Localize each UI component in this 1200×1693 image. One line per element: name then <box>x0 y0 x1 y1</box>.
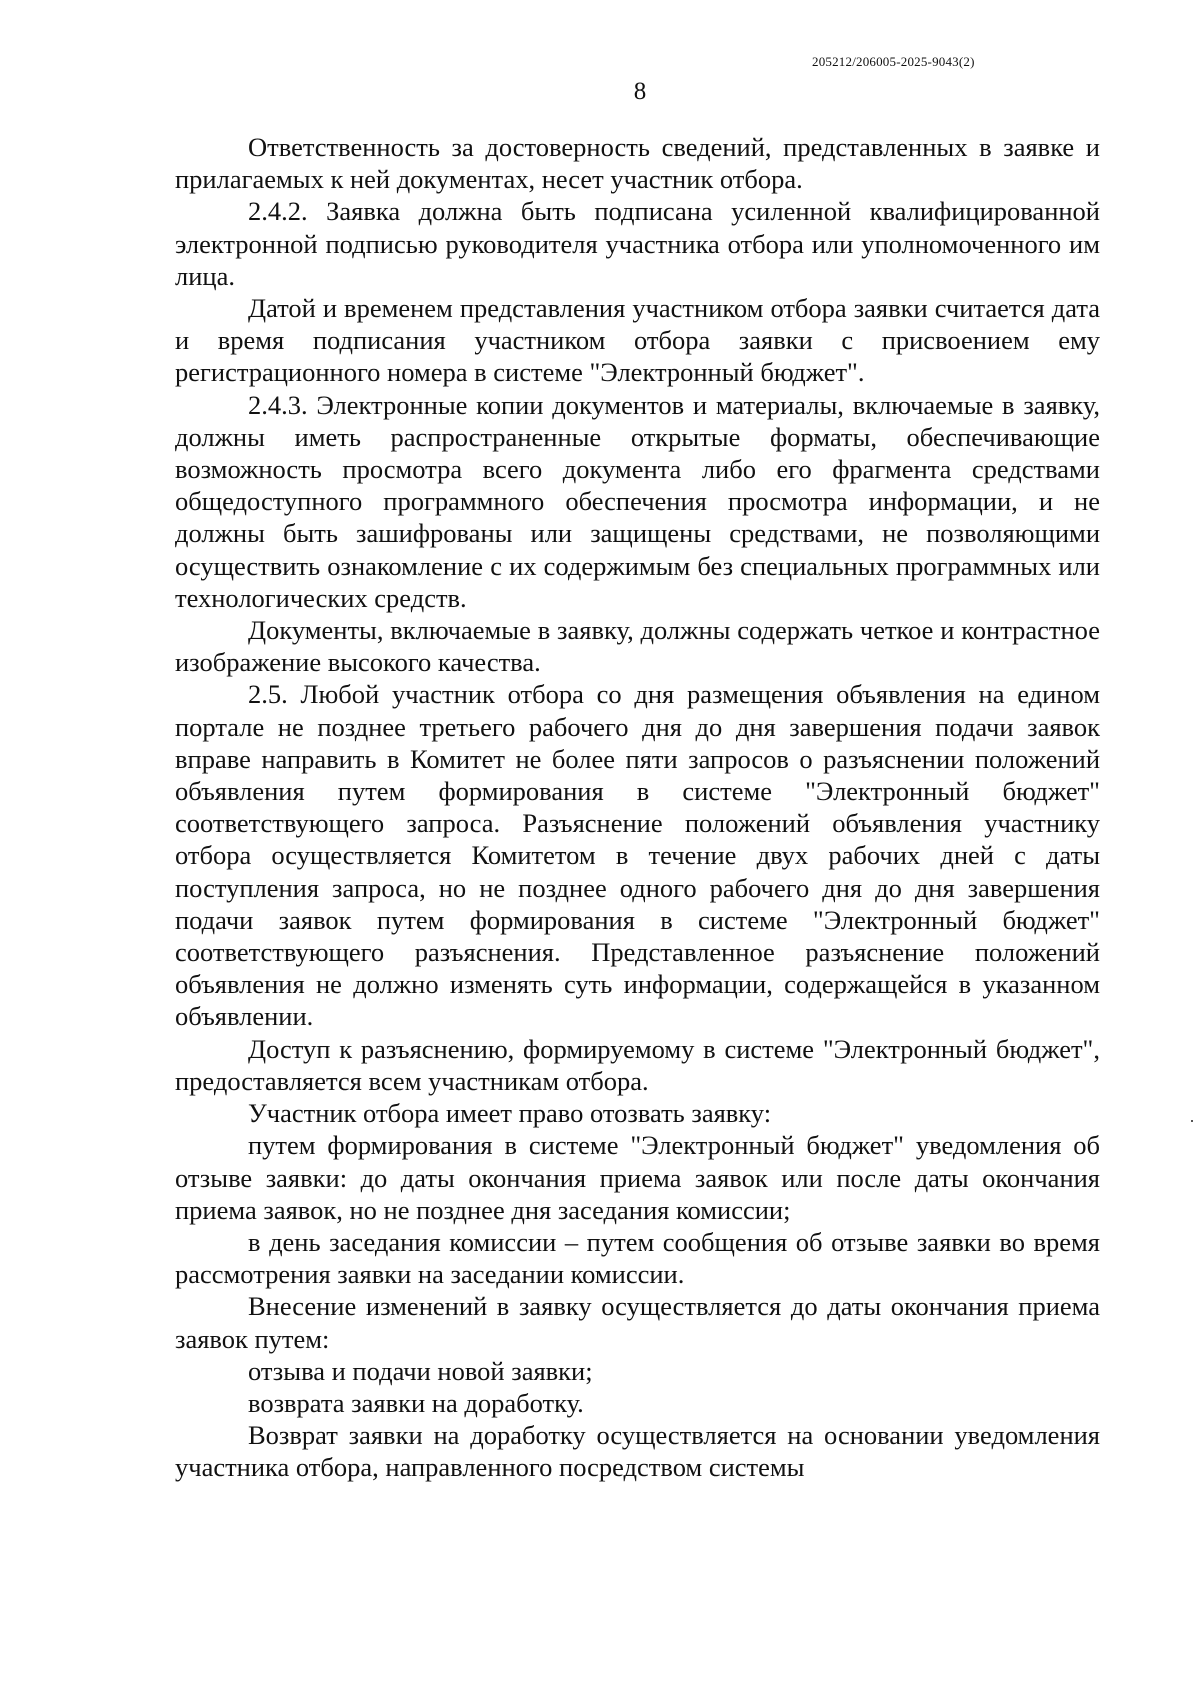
document-id: 205212/206005-2025-9043(2) <box>812 54 975 69</box>
scan-artifact <box>1191 1120 1193 1122</box>
paragraph-withdraw-electronic: путем формирования в системе "Электронный бюджет" уведомления об отзыве заявки: до даты окончания приема заявок или после даты окончания приема заявок, но не позднее дня заседания комиссии; <box>175 1130 1100 1225</box>
paragraph-2-5: 2.5. Любой участник отбора со дня размещения объявления на едином портале не позднее третьего рабочего дня до дня завершения подачи заявок вправе направить в Комитет не более пяти запросов о разъяснении положений объявления путем формирования в системе "Электронный бюджет" соответствующего запроса. Разъяснение положений объявления участнику отбора осуществляется Комитетом в течение двух рабочих дней с даты поступления запроса, но не позднее одного рабочего дня до дня завершения подачи заявок путем формирования в системе "Электронный бюджет" соответствующего разъяснения. Представленное разъяснение положений объявления не должно изменять суть информации, содержащейся в указанном объявлении. <box>175 679 1100 1032</box>
paragraph-withdraw-meeting: в день заседания комиссии – путем сообщения об отзыве заявки во время рассмотрения заявки на заседании комиссии. <box>175 1226 1100 1290</box>
paragraph-2-4-2: 2.4.2. Заявка должна быть подписана усиленной квалифицированной электронной подписью руководителя участника отбора или уполномоченного им лица. <box>175 196 1100 291</box>
paragraph-return-revision: возврата заявки на доработку. <box>248 1387 584 1418</box>
paragraph-2-4-3: 2.4.3. Электронные копии документов и материалы, включаемые в заявку, должны иметь распространенные открытые форматы, обеспечивающие возможность просмотра всего документа либо его фрагмента средствами общедоступного программного обеспечения просмотра информации, и не должны быть зашифрованы или защищены средствами, не позволяющими осуществить ознакомление с их содержимым без специальных программных или технологических средств. <box>175 389 1100 613</box>
paragraph-withdraw-right: Участник отбора имеет право отозвать заявку: <box>248 1098 772 1129</box>
paragraph-return-basis: Возврат заявки на доработку осуществляется на основании уведомления участника отбора, направленного посредством системы <box>175 1420 1100 1483</box>
document-body <box>175 131 1100 1484</box>
paragraph-submission-date: Датой и временем представления участником отбора заявки считается дата и время подписания участником отбора заявки с присвоением ему регистрационного номера в системе "Электронный бюджет". <box>175 293 1100 388</box>
page-number: 8 <box>633 78 647 105</box>
paragraph-document-quality: Документы, включаемые в заявку, должны содержать четкое и контрастное изображение высокого качества. <box>175 615 1100 678</box>
paragraph-responsibility: Ответственность за достоверность сведений, представленных в заявке и прилагаемых к ней документах, несет участник отбора. <box>175 132 1100 195</box>
paragraph-changes: Внесение изменений в заявку осуществляется до даты окончания приема заявок путем: <box>175 1291 1100 1354</box>
paragraph-new-application: отзыва и подачи новой заявки; <box>248 1355 593 1386</box>
paragraph-clarification-access: Доступ к разъяснению, формируемому в системе "Электронный бюджет", предоставляется всем участникам отбора. <box>175 1033 1100 1096</box>
